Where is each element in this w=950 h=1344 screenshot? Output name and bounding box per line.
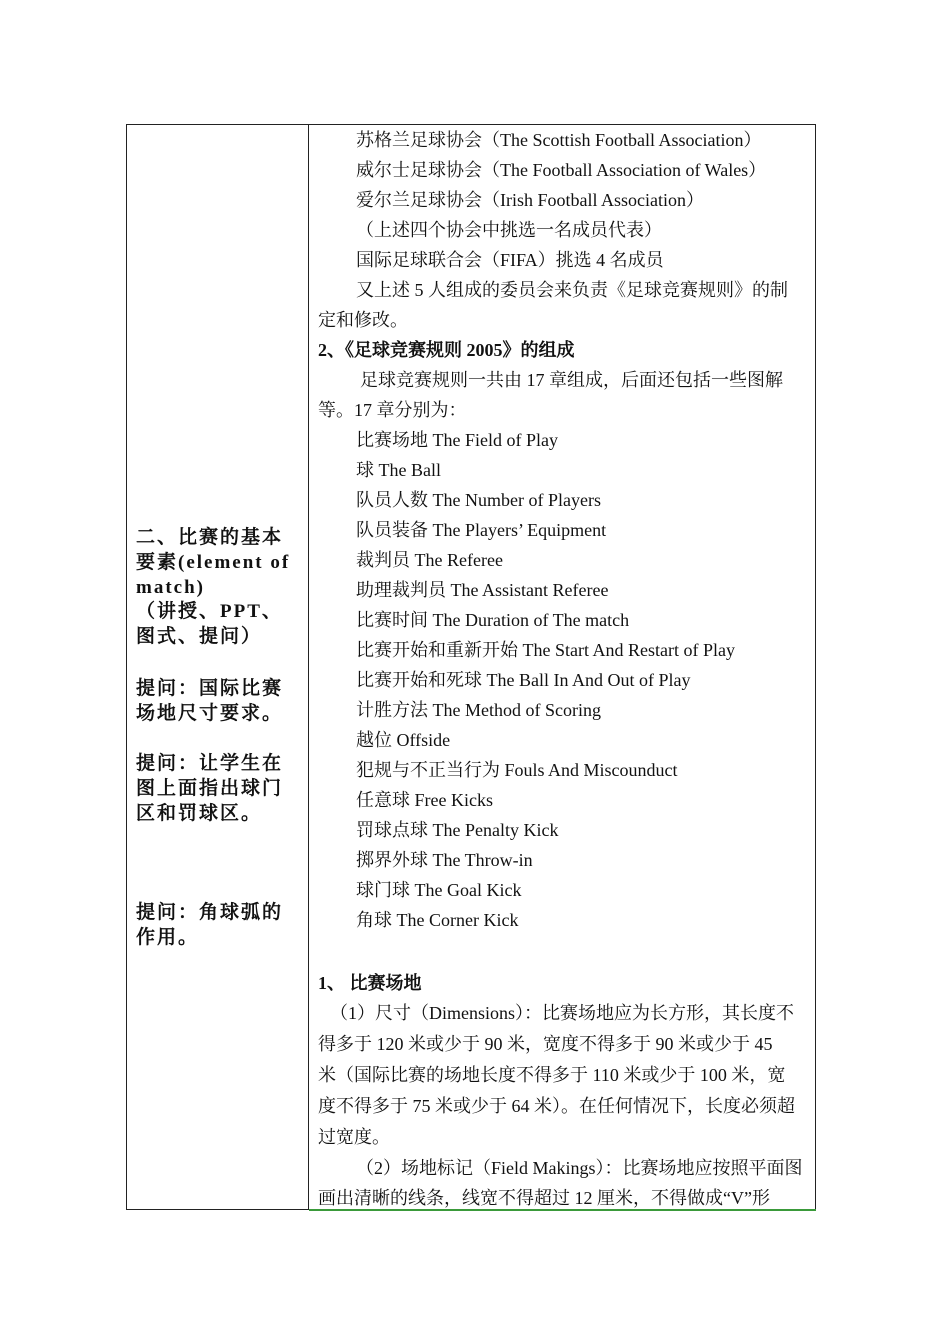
chapter-item: 比赛开始和死球 The Ball In And Out of Play — [356, 670, 691, 690]
section-title: 二、比赛的基本要素(element of match) — [136, 527, 291, 598]
assoc-line: 苏格兰足球协会（The Scottish Football Association） — [356, 130, 762, 150]
chapter-item: 裁判员 The Referee — [356, 550, 503, 570]
chapter-item: 越位 Offside — [356, 730, 451, 750]
chapter-item: 球门球 The Goal Kick — [356, 880, 522, 900]
chapter-item: 比赛开始和重新开始 The Start And Restart of Play — [356, 640, 735, 660]
chapter-item: 队员装备 The Players’ Equipment — [356, 520, 607, 540]
chapter-item: 助理裁判员 The Assistant Referee — [356, 580, 609, 600]
question-2: 提问：让学生在图上面指出球门区和罚球区。 — [136, 753, 284, 824]
dimensions-line: 米（国际比赛的场地长度不得多于 110 米或少于 100 米，宽 — [318, 1065, 786, 1085]
intro-line-2: 等。17 章分别为： — [318, 400, 467, 420]
heading-field-of-play: 1、 比赛场地 — [318, 973, 422, 993]
dimensions-line: 得多于 120 米或少于 90 米，宽度不得多于 90 米或少于 45 — [318, 1034, 773, 1054]
cell-bottom-border — [309, 1209, 816, 1211]
assoc-line: （上述四个协会中挑选一名成员代表） — [356, 220, 662, 240]
chapter-item: 球 The Ball — [356, 460, 441, 480]
chapter-item: 角球 The Corner Kick — [356, 910, 519, 930]
assoc-line: 国际足球联合会（FIFA）挑选 4 名成员 — [356, 250, 664, 270]
chapter-item: 队员人数 The Number of Players — [356, 490, 601, 510]
intro-line-1: 足球竞赛规则一共由 17 章组成，后面还包括一些图解 — [360, 370, 783, 390]
chapter-item: 比赛场地 The Field of Play — [356, 430, 558, 450]
teaching-method: （讲授、PPT、图式、提问） — [136, 601, 283, 647]
right-column — [310, 125, 815, 1209]
dimensions-line: 过宽度。 — [318, 1127, 390, 1147]
assoc-line: 爱尔兰足球协会（Irish Football Association） — [356, 190, 704, 210]
left-column — [127, 125, 309, 1209]
lesson-plan-table — [126, 124, 816, 1210]
field-markings-line: （2）场地标记（Field Makings）：比赛场地应按照平面图 — [356, 1158, 803, 1178]
chapter-item: 掷界外球 The Throw-in — [356, 850, 533, 870]
heading-rules-composition: 2、《足球竞赛规则 2005》的组成 — [318, 340, 575, 360]
committee-line-1: 又上述 5 人组成的委员会来负责《足球竞赛规则》的制 — [356, 280, 788, 300]
question-1: 提问：国际比赛场地尺寸要求。 — [136, 678, 284, 724]
dimensions-line: （1）尺寸（Dimensions）：比赛场地应为长方形，其长度不 — [330, 1003, 794, 1023]
committee-line-2: 定和修改。 — [318, 310, 408, 330]
chapter-item: 罚球点球 The Penalty Kick — [356, 820, 559, 840]
chapter-item: 任意球 Free Kicks — [356, 790, 493, 810]
chapter-item: 犯规与不正当行为 Fouls And Miscounduct — [356, 760, 678, 780]
field-markings-line: 画出清晰的线条，线宽不得超过 12 厘米，不得做成“V”形 — [318, 1188, 770, 1208]
dimensions-line: 度不得多于 75 米或少于 64 米）。在任何情况下，长度必须超 — [318, 1096, 795, 1116]
question-3: 提问：角球弧的作用。 — [136, 902, 284, 948]
chapter-item: 计胜方法 The Method of Scoring — [356, 700, 601, 720]
assoc-line: 威尔士足球协会（The Football Association of Wales） — [356, 160, 767, 180]
chapter-item: 比赛时间 The Duration of The match — [356, 610, 630, 630]
